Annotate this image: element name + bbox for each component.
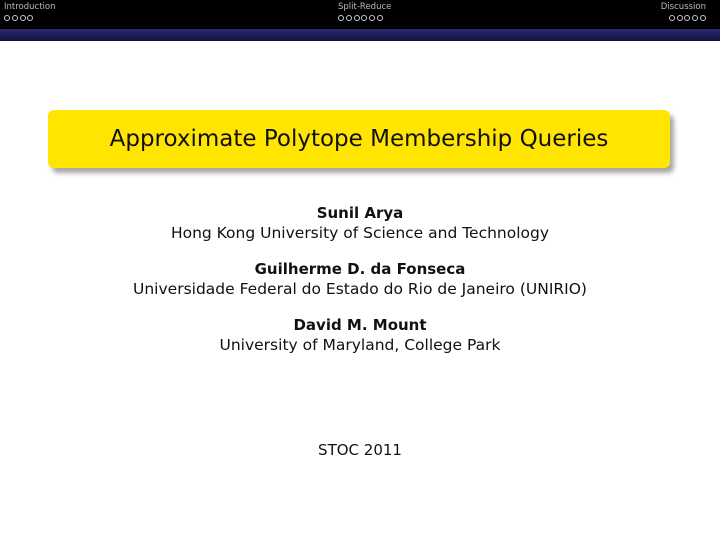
- nav-section-label[interactable]: Introduction: [4, 2, 56, 12]
- nav-section-introduction[interactable]: [4, 2, 55, 21]
- frame-dot-icon[interactable]: [354, 15, 360, 21]
- frame-dot-icon[interactable]: [692, 15, 698, 21]
- nav-gradient-bar: [0, 29, 720, 41]
- frame-dot-icon[interactable]: [27, 15, 33, 21]
- nav-frame-dots: [661, 15, 706, 21]
- venue: STOC 2011: [318, 441, 402, 459]
- frame-dot-icon[interactable]: [684, 15, 690, 21]
- frame-dot-icon[interactable]: [677, 15, 683, 21]
- frame-dot-icon[interactable]: [20, 15, 26, 21]
- nav-section-label[interactable]: Split-Reduce: [338, 2, 392, 12]
- nav-section-label[interactable]: Discussion: [660, 2, 706, 12]
- frame-dot-icon[interactable]: [377, 15, 383, 21]
- navigation-bar: [0, 0, 720, 29]
- author-list: [0, 204, 720, 372]
- nav-section-discussion[interactable]: [661, 2, 706, 21]
- frame-dot-icon[interactable]: [669, 15, 675, 21]
- frame-dot-icon[interactable]: [4, 15, 10, 21]
- title-box: [48, 110, 670, 168]
- author-affiliation: Hong Kong University of Science and Technology: [170, 224, 550, 242]
- nav-section-split-reduce[interactable]: [338, 2, 391, 21]
- frame-dot-icon[interactable]: [338, 15, 344, 21]
- frame-dot-icon[interactable]: [369, 15, 375, 21]
- frame-dot-icon[interactable]: [12, 15, 18, 21]
- author-block: [0, 316, 720, 356]
- author-block: [0, 204, 720, 244]
- author-affiliation: Universidade Federal do Estado do Rio de Janeiro (UNIRIO): [133, 280, 587, 298]
- author-affiliation: University of Maryland, College Park: [219, 336, 501, 354]
- author-name: David M. Mount: [293, 316, 427, 334]
- nav-frame-dots: [4, 15, 55, 21]
- author-name: Guilherme D. da Fonseca: [254, 260, 466, 278]
- nav-frame-dots: [338, 15, 391, 21]
- frame-dot-icon[interactable]: [700, 15, 706, 21]
- author-block: [0, 260, 720, 300]
- author-name: Sunil Arya: [316, 204, 404, 222]
- frame-dot-icon[interactable]: [361, 15, 367, 21]
- slide-title: Approximate Polytope Membership Queries: [109, 126, 609, 152]
- frame-dot-icon[interactable]: [346, 15, 352, 21]
